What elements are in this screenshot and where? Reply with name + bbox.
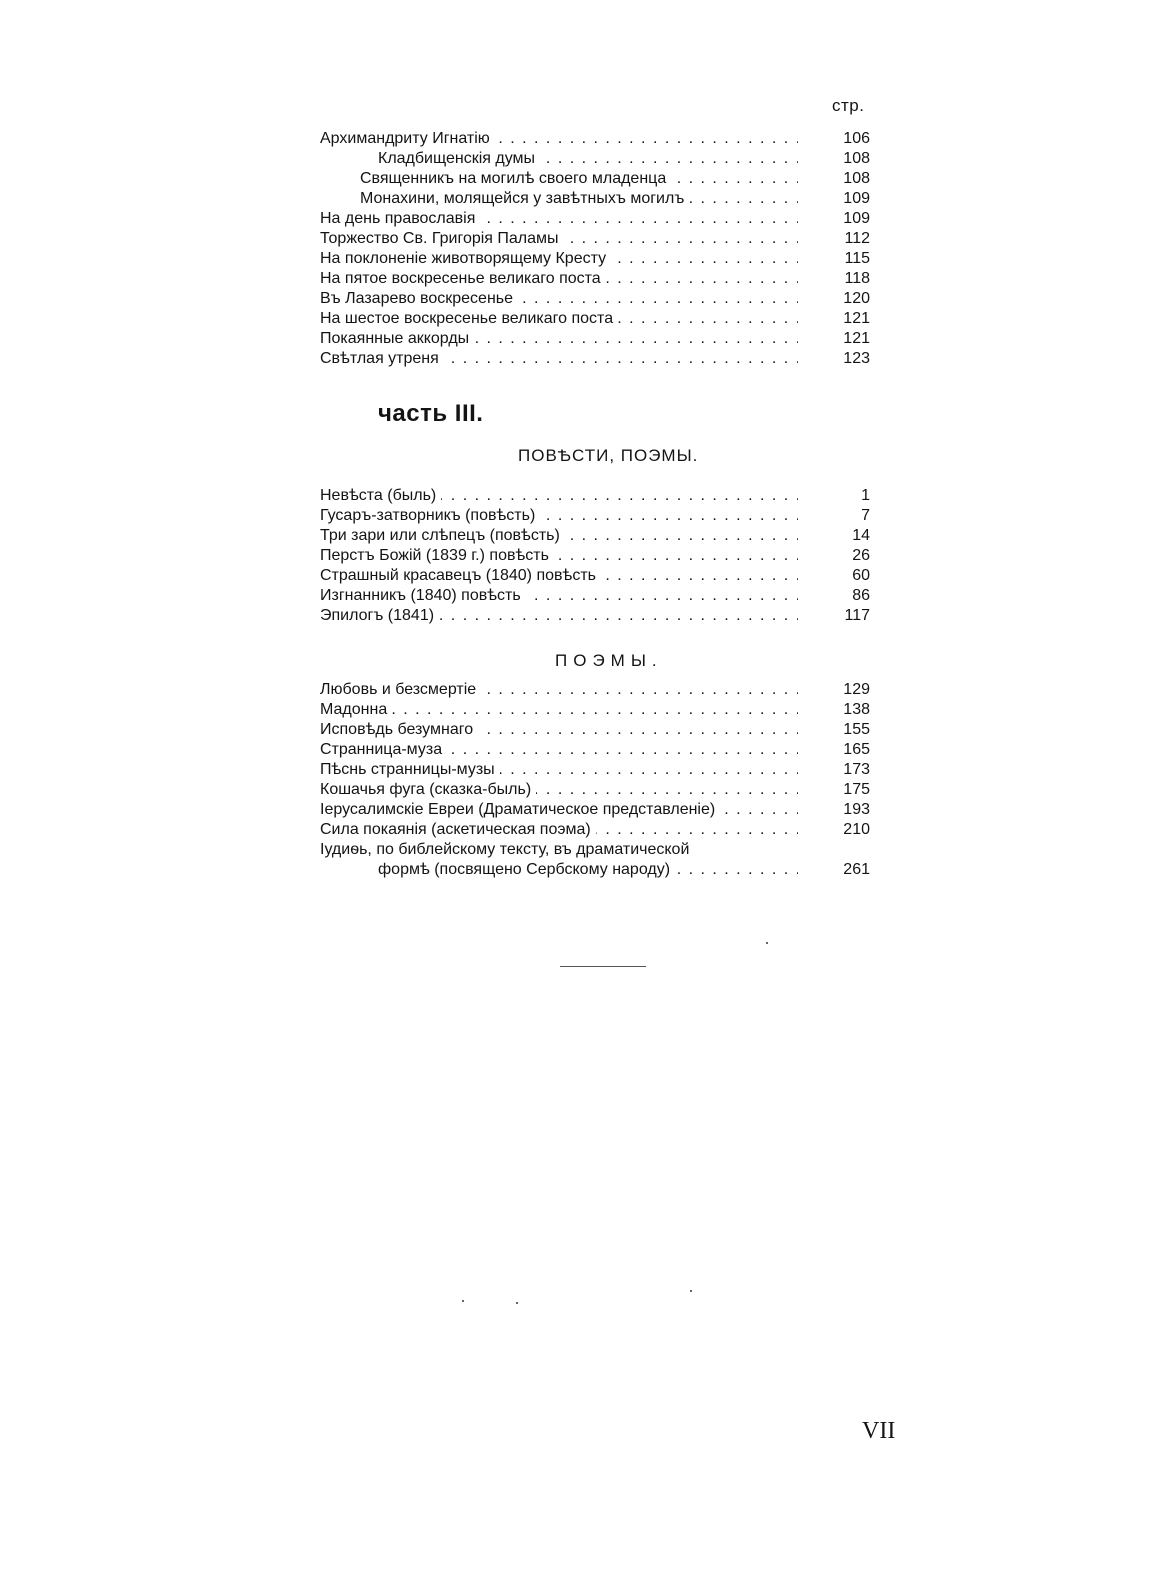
toc-entry-title: Перстъ Божій (1839 г.) повѣсть [320,547,554,564]
toc-entry-title: На поклоненіе животворящему Кресту [320,250,611,267]
toc-entry [320,229,880,249]
toc-entry-title: Кладбищенскія думы [320,150,540,167]
toc-entry [320,700,880,720]
toc-entry [320,680,880,700]
toc-entry [320,129,880,149]
toc-entry-page: 26 [852,547,870,564]
toc-entry [320,189,880,209]
toc-entry [320,800,880,820]
toc-entry-page: 14 [852,527,870,544]
toc-entry-page: 118 [844,270,870,287]
toc-entry-page: 109 [843,210,870,227]
toc-entry [320,329,880,349]
toc-entry [320,840,880,860]
toc-entry-page: 261 [843,861,870,878]
toc-entry [320,249,880,269]
toc-entry [320,506,880,526]
toc-entry-page: 120 [843,290,870,307]
toc-entry-page: 121 [843,310,870,327]
toc-entry-page: 117 [844,607,870,624]
toc-entry [320,149,880,169]
toc-entry-page: 175 [843,781,870,798]
toc-entry-continuation [320,860,880,880]
toc-entry-title: Страшный красавецъ (1840) повѣсть [320,567,601,584]
toc-entry [320,309,880,329]
toc-entry-page: 129 [843,681,870,698]
toc-entry-title: Странница-муза [320,741,447,758]
toc-entry [320,169,880,189]
toc-entry-page: 138 [843,701,870,718]
toc-entry-page: 165 [843,741,870,758]
toc-entry [320,586,880,606]
toc-entry-title: Кошачья фуга (сказка-быль) [320,781,536,798]
toc-group-poems [320,680,880,880]
toc-entry [320,820,880,840]
section-heading-stories: ПОВѢСТИ, ПОЭМЫ. [518,446,699,465]
toc-entry [320,546,880,566]
toc-entry [320,780,880,800]
toc-entry-page: 60 [852,567,870,584]
toc-entry-title: На шестое воскресенье великаго поста [320,310,618,327]
toc-entry-title: Изгнанникъ (1840) повѣсть [320,587,526,604]
toc-entry-page: 109 [843,190,870,207]
toc-entry-title: Невѣста (быль) [320,487,441,504]
toc-entry-title: Пѣснь странницы-музы [320,761,500,778]
toc-entry-title: Исповѣдь безумнаго [320,721,478,738]
toc-entry [320,526,880,546]
toc-entry-page: 210 [843,821,870,838]
toc-entry-page: 173 [843,761,870,778]
toc-entry-page: 108 [843,170,870,187]
toc-entry [320,486,880,506]
print-speck [690,1290,692,1292]
toc-entry-title: формѣ (посвящено Сербскому народу) [320,861,675,878]
toc-entry [320,349,880,369]
toc-entry-title: Іерусалимскіе Евреи (Драматическое представленіе) [320,801,720,818]
toc-entry [320,740,880,760]
toc-group-1 [320,129,880,369]
toc-entry-title: Сила покаянія (аскетическая поэма) [320,821,596,838]
toc-entry [320,606,880,626]
toc-entry [320,760,880,780]
toc-entry-title: Монахини, молящейся у завѣтныхъ могилъ [320,190,689,207]
toc-entry-title: Въ Лазарево воскресенье [320,290,518,307]
closing-rule [560,966,646,967]
print-speck [462,1300,464,1302]
toc-entry-title: Три зари или слѣпецъ (повѣсть) [320,527,565,544]
toc-entry-title: Торжество Св. Григорія Паламы [320,230,564,247]
toc-entry-page: 86 [852,587,870,604]
toc-entry-page: 7 [861,507,870,524]
toc-entry-title: Архимандриту Игнатію [320,130,495,147]
toc-entry-title: Свѣтлая утреня [320,350,444,367]
toc-group-stories [320,486,880,626]
toc-entry-page: 108 [843,150,870,167]
page-column-header: стр. [832,96,865,115]
toc-entry-page: 121 [843,330,870,347]
toc-entry-page: 155 [843,721,870,738]
part-heading: часть III. [378,400,484,427]
toc-entry [320,720,880,740]
toc-entry-title: Эпилогъ (1841) [320,607,439,624]
toc-entry-title: На пятое воскресенье великаго поста [320,270,606,287]
toc-entry-page: 193 [843,801,870,818]
toc-entry-title: Покаянные аккорды [320,330,474,347]
toc-entry [320,209,880,229]
toc-entry [320,566,880,586]
toc-entry [320,289,880,309]
toc-entry-title: Священникъ на могилѣ своего младенца [320,170,671,187]
toc-entry-title: На день православія [320,210,480,227]
toc-entry-page: 1 [861,487,870,504]
toc-entry-title: Гусаръ-затворникъ (повѣсть) [320,507,540,524]
toc-entry-page: 115 [844,250,870,267]
toc-entry-page: 123 [843,350,870,367]
toc-entry-page: 106 [843,130,870,147]
toc-entry-page: 112 [844,230,870,247]
print-speck [516,1302,518,1304]
page-folio: VII [862,1418,896,1444]
toc-entry-title: Мадонна [320,701,392,718]
toc-entry-title: Іудиѳь, по библейскому тексту, въ драматической [320,841,694,858]
toc-entry [320,269,880,289]
toc-entry-title: Любовь и безсмертіе [320,681,481,698]
print-speck [766,942,768,944]
section-heading-poems: ПОЭМЫ. [555,651,663,670]
